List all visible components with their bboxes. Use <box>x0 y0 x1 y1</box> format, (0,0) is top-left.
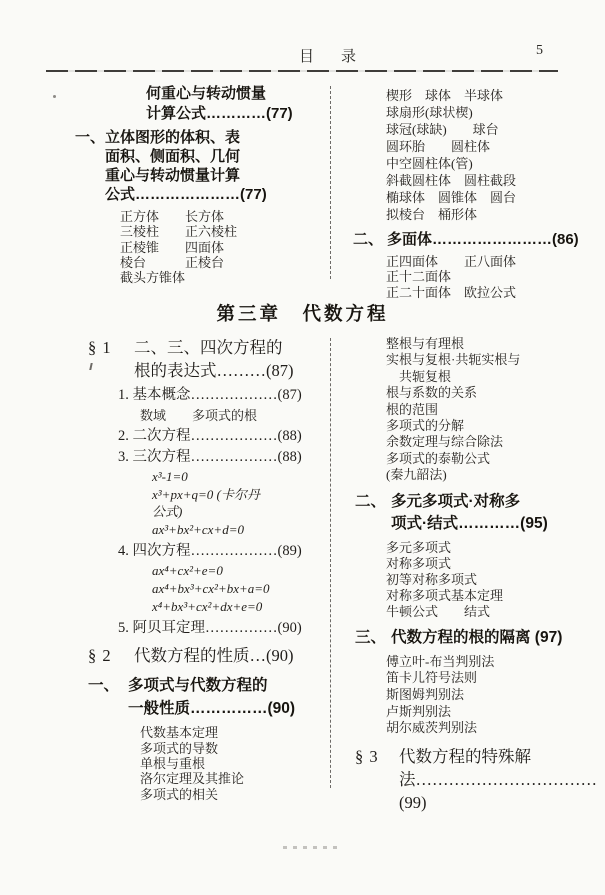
toc-subitem: 球扇形(球状楔) <box>386 105 473 120</box>
toc-subitem: 根与系数的关系 <box>386 385 478 401</box>
toc-subitem-list <box>386 87 593 223</box>
toc-section-entry <box>75 128 337 204</box>
toc-subitem: 正十二面体 <box>386 269 452 285</box>
formula-line: ax⁴+bx³+cx²+bx+a=0 <box>152 580 270 596</box>
toc-subitem: 正方体 长方体 <box>120 209 225 224</box>
toc-line: 法……………………………(99) <box>399 770 597 813</box>
toc-section-entry <box>355 627 593 649</box>
part2-left-column <box>88 336 340 802</box>
chapter-heading: 第三章 代数方程 <box>216 303 389 324</box>
paragraph-title-lines <box>399 745 597 814</box>
section-number: 一、 <box>75 129 106 146</box>
toc-numbered-item: 3. 三次方程………………(88) <box>118 449 302 465</box>
section-title: 多面体……………………(86) <box>387 231 579 248</box>
toc-paragraph-entry <box>88 336 340 382</box>
toc-subitem: 球冠(球缺) 球台 <box>386 122 499 137</box>
toc-subitem: 斜截圆柱体 圆柱截段 <box>386 173 517 188</box>
page-number: 5 <box>536 43 543 58</box>
toc-subitem: 对称多项式 <box>386 555 452 571</box>
toc-subitem-list <box>120 209 337 285</box>
toc-subitem: 数域 多项式的根 <box>140 408 258 423</box>
toc-entry-continuation <box>146 84 337 124</box>
scan-artifact <box>283 846 341 849</box>
toc-line: 计算公式…………(77) <box>146 105 293 122</box>
toc-subitem: 胡尔威茨判别法 <box>386 720 478 736</box>
paragraph-title: 代数方程的性质…(90) <box>134 646 294 666</box>
toc-subitem: 棱台 正棱台 <box>120 254 225 270</box>
toc-subitem: 楔形 球体 半球体 <box>386 88 504 103</box>
paragraph-number: § 1 <box>88 338 112 357</box>
toc-subitem: 实根与复根·共轭实根与 <box>386 352 521 368</box>
toc-subitem: 拟棱台 桶形体 <box>386 207 478 222</box>
toc-numbered-item: 5. 阿贝耳定理……………(90) <box>118 620 302 637</box>
toc-line: 重心与转动惯量计算 <box>105 167 241 184</box>
toc-subitem: 截头方锥体 <box>120 270 186 286</box>
formula-line: 公式) <box>152 504 183 520</box>
formula-list <box>152 562 340 615</box>
toc-subitem: 代数基本定理 <box>140 725 219 741</box>
section-title-lines <box>105 128 267 204</box>
toc-line: 多项式与代数方程的 <box>128 677 268 695</box>
section-number: 二、 <box>353 231 384 248</box>
toc-section-entry <box>355 491 593 535</box>
section-number: 三、 <box>355 628 387 646</box>
toc-line: 多元多项式·对称多 <box>391 492 521 510</box>
header-rule <box>46 70 558 72</box>
scan-artifact <box>53 95 56 98</box>
toc-numbered-item: 2. 二次方程………………(88) <box>118 428 302 444</box>
toc-subitem-list <box>386 336 593 484</box>
toc-subitem: (秦九韶法) <box>386 467 447 483</box>
toc-line: 代数方程的特殊解 <box>399 747 531 767</box>
section-title-lines <box>128 674 295 720</box>
toc-subitem: 洛尔定理及其推论 <box>140 771 245 787</box>
toc-section-entry <box>88 674 340 720</box>
toc-subitem: 正二十面体 欧拉公式 <box>386 284 517 300</box>
toc-subitem: 多项式的导数 <box>140 740 219 756</box>
toc-subitem: 笛卡儿符号法则 <box>386 670 478 686</box>
section-number: 二、 <box>355 492 387 510</box>
section-title-lines <box>391 491 548 535</box>
toc-subitem: 斯图姆判别法 <box>386 687 465 703</box>
paragraph-number: § 2 <box>88 646 112 666</box>
toc-subitem: 圆环胎 圆柱体 <box>386 139 491 154</box>
toc-subitem-list <box>386 654 593 738</box>
toc-line: 公式…………………(77) <box>105 186 267 203</box>
toc-subitem: 正四面体 正八面体 <box>386 254 517 269</box>
page-header-title: 目 录 <box>299 49 363 65</box>
toc-line: 一般性质……………(90) <box>128 700 296 718</box>
formula-line: x³+px+q=0 (卡尔丹 <box>152 486 260 502</box>
toc-subitem-list <box>140 725 340 802</box>
formula-list <box>152 468 340 538</box>
part2-right-column <box>355 336 597 814</box>
formula-line: x³-1=0 <box>152 469 188 484</box>
formula-line: ax³+bx²+cx+d=0 <box>152 521 244 537</box>
toc-line: 面积、侧面积、几何 <box>105 148 241 165</box>
toc-subitem: 对称多项式基本定理 <box>386 587 504 603</box>
toc-subitem: 三棱柱 正六棱柱 <box>120 224 238 240</box>
toc-line: 项式·结式…………(95) <box>391 514 548 532</box>
toc-subitem-list <box>386 254 593 300</box>
section-title: 代数方程的根的隔离 (97) <box>391 628 563 646</box>
formula-line: x⁴+bx³+cx²+dx+e=0 <box>152 598 263 614</box>
toc-subitem: 中空圆柱体(管) <box>386 156 473 171</box>
toc-subitem: 共轭复根 <box>386 368 452 384</box>
toc-line: 根的表达式………(87) <box>134 361 294 380</box>
formula-line: ax⁴+cx²+e=0 <box>152 563 223 579</box>
toc-section-entry <box>353 230 593 249</box>
toc-subitem: 多元多项式 <box>386 539 452 555</box>
toc-subitem-list <box>386 540 593 620</box>
toc-line: 二、三、四次方程的 <box>134 338 283 357</box>
toc-subitem: 单根与重根 <box>140 755 206 771</box>
toc-numbered-item: 4. 四次方程………………(89) <box>118 543 302 560</box>
toc-subitem: 正棱锥 四面体 <box>120 239 225 255</box>
toc-numbered-item: 1. 基本概念………………(87) <box>118 387 302 403</box>
toc-line: 立体图形的体积、表 <box>105 129 241 146</box>
toc-paragraph-entry <box>355 745 597 814</box>
toc-subitem: 椭球体 圆锥体 圆台 <box>386 190 517 205</box>
toc-subitem: 傅立叶-布当判别法 <box>386 653 495 669</box>
toc-subitem: 余数定理与综合除法 <box>386 434 504 450</box>
toc-line: 何重心与转动惯量 <box>146 85 267 102</box>
paragraph-number: § 3 <box>355 747 379 767</box>
toc-subitem: 多项式的相关 <box>140 786 219 802</box>
toc-subitem: 多项式的泰勒公式 <box>386 450 491 466</box>
section-number: 一、 <box>88 677 120 695</box>
paragraph-title-lines <box>134 336 294 382</box>
toc-subitem: 牛顿公式 结式 <box>386 603 491 619</box>
toc-subitem: 卢斯判别法 <box>386 703 452 719</box>
toc-subitem: 多项式的分解 <box>386 418 465 434</box>
toc-subitem: 整根与有理根 <box>386 336 465 351</box>
part1-right-column <box>353 84 593 300</box>
toc-paragraph-entry <box>88 644 340 667</box>
toc-subitem: 根的范围 <box>386 401 439 417</box>
part1-left-column <box>75 84 337 285</box>
toc-subitem: 初等对称多项式 <box>386 571 478 587</box>
